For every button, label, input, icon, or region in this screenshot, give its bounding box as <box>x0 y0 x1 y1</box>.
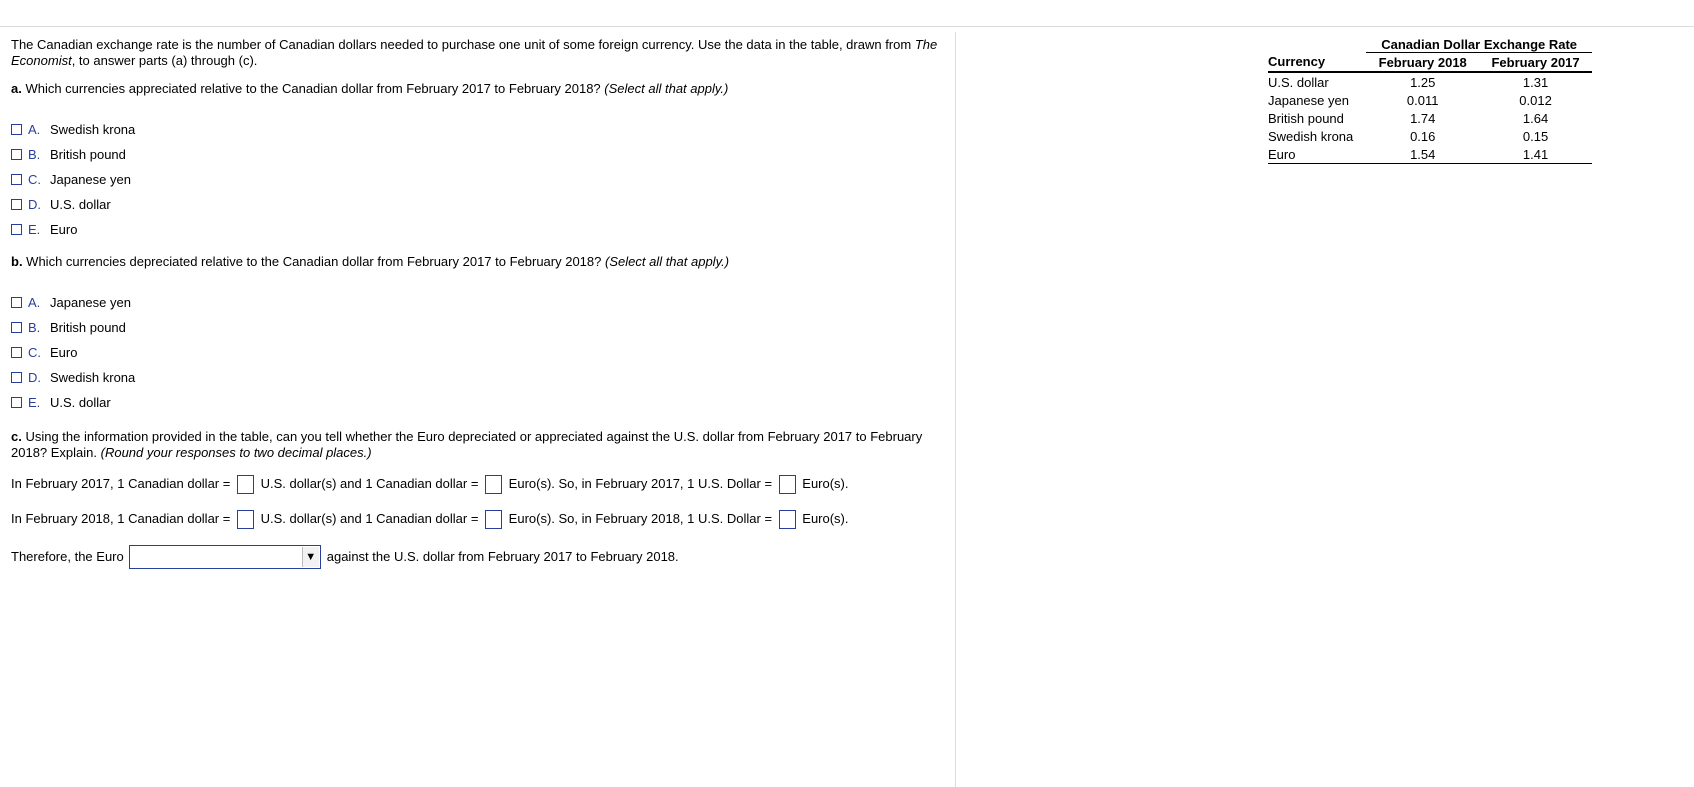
option-b-a[interactable]: A. Japanese yen <box>11 290 946 315</box>
dropdown-arrow-icon[interactable]: ▼ <box>302 547 319 567</box>
usd-2017-input[interactable] <box>237 475 254 494</box>
option-a-d[interactable]: D. U.S. dollar <box>11 192 946 217</box>
table-row: U.S. dollar 1.25 1.31 <box>1268 74 1549 90</box>
checkbox[interactable] <box>11 149 22 160</box>
question-b: b. Which currencies depreciated relative to the Canadian dollar from February 2017 to February 2018? (Select all that apply.) <box>11 254 730 269</box>
source-name: The Economist <box>11 37 938 68</box>
usd-euro-2018-input[interactable] <box>779 510 796 529</box>
option-a-b[interactable]: B. British pound <box>11 142 946 167</box>
option-a-c[interactable]: C. Japanese yen <box>11 167 946 192</box>
col-currency: Currency <box>1268 53 1366 73</box>
col-feb-2018: February 2018 <box>1366 53 1479 73</box>
option-b-d[interactable]: D. Swedish krona <box>11 365 946 390</box>
top-border <box>0 26 1694 27</box>
checkbox[interactable] <box>11 124 22 135</box>
column-divider <box>955 32 956 787</box>
option-a-e[interactable]: E. Euro <box>11 217 946 242</box>
fill-row-2017: In February 2017, 1 Canadian dollar = U.S. dollar(s) and 1 Canadian dollar = Euro(s). So, in February 2017, 1 U.S. Dollar = Euro(s). <box>11 473 946 495</box>
usd-2018-input[interactable] <box>237 510 254 529</box>
table-caption: Canadian Dollar Exchange Rate <box>1366 36 1592 53</box>
euro-2018-input[interactable] <box>485 510 502 529</box>
option-b-c[interactable]: C. Euro <box>11 340 946 365</box>
checkbox[interactable] <box>11 322 22 333</box>
checkbox[interactable] <box>11 297 22 308</box>
euro-direction-dropdown[interactable] <box>129 545 321 569</box>
option-b-e[interactable]: E. U.S. dollar <box>11 390 946 415</box>
therefore-row: Therefore, the Euro ▼ against the U.S. dollar from February 2017 to February 2018. <box>11 544 946 570</box>
option-a-a[interactable]: A. Swedish krona <box>11 117 946 142</box>
question-c: c. Using the information provided in the table, can you tell whether the Euro depreciated or appreciated against the U.S. dollar from February 2017 to February 2018? Explain. (Round your responses to two decimal places.) <box>11 429 923 460</box>
fill-row-2018: In February 2018, 1 Canadian dollar = U.S. dollar(s) and 1 Canadian dollar = Euro(s). So, in February 2018, 1 U.S. Dollar = Euro(s). <box>11 508 946 530</box>
checkbox[interactable] <box>11 174 22 185</box>
checkbox[interactable] <box>11 224 22 235</box>
usd-euro-2017-input[interactable] <box>779 475 796 494</box>
question-panel <box>11 37 946 570</box>
options-b <box>11 290 946 415</box>
option-b-b[interactable]: B. British pound <box>11 315 946 340</box>
col-feb-2017: February 2017 <box>1479 53 1592 73</box>
table-row: Swedish krona 0.16 0.15 <box>1268 128 1549 144</box>
checkbox[interactable] <box>11 347 22 358</box>
checkbox[interactable] <box>11 372 22 383</box>
question-a: a. Which currencies appreciated relative to the Canadian dollar from February 2017 to February 2018? (Select all that apply.) <box>11 81 729 96</box>
options-a <box>11 117 946 242</box>
checkbox[interactable] <box>11 397 22 408</box>
table-row: Euro 1.54 1.41 <box>1268 145 1592 164</box>
intro-text: The Canadian exchange rate is the number of Canadian dollars needed to purchase one unit of some foreign currency. Use the data in the table, drawn from The Economist, to answer parts (a) through (c). <box>11 37 938 68</box>
exchange-rate-table <box>1268 36 1592 164</box>
table-row: British pound 1.74 1.64 <box>1268 110 1549 126</box>
euro-2017-input[interactable] <box>485 475 502 494</box>
table-row: Japanese yen 0.011 0.012 <box>1268 92 1552 108</box>
checkbox[interactable] <box>11 199 22 210</box>
